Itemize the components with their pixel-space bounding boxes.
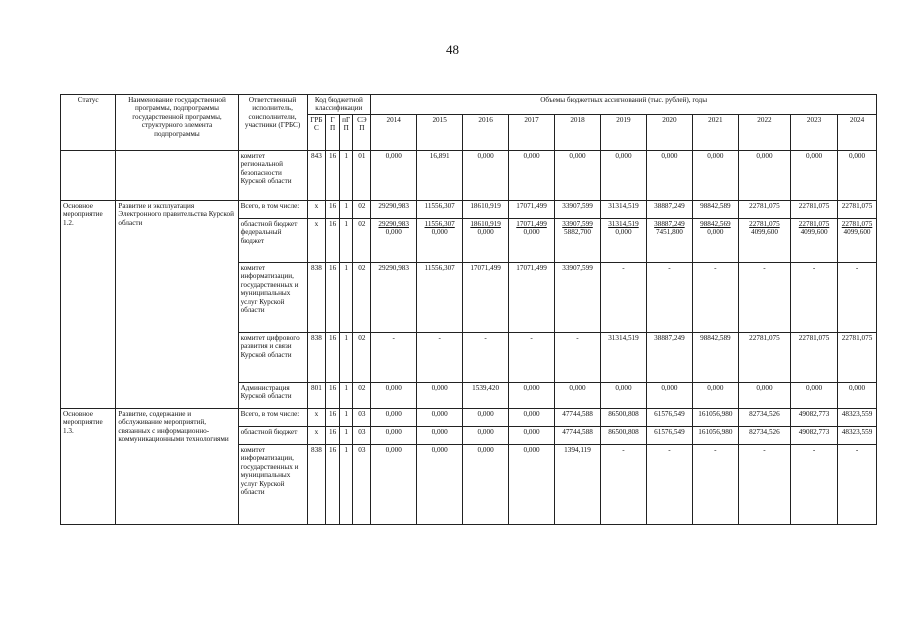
cell-value — [838, 382, 877, 408]
value-primary: 0,000 — [615, 151, 632, 160]
value-primary: 82734,526 — [749, 409, 780, 418]
value-primary: 49082,773 — [798, 409, 830, 418]
cell-executor: Всего, в том числе: — [238, 408, 307, 426]
cell-value — [371, 218, 417, 262]
cell-name: Развитие и эксплуатация Электронного правительства Курской области — [116, 200, 238, 408]
cell-value — [463, 200, 509, 218]
cell-value — [838, 408, 877, 426]
cell-value — [463, 332, 509, 382]
value-primary: 0,000 — [569, 151, 586, 160]
cell-code: 16 — [326, 332, 340, 382]
value-primary: 38887,249 — [654, 333, 685, 342]
value-primary: 0,000 — [756, 383, 773, 392]
header-code-gp: ГП — [326, 114, 340, 150]
cell-code: 01 — [353, 150, 371, 200]
cell-value — [463, 408, 509, 426]
cell-value — [738, 444, 790, 524]
value-primary: 11556,307 — [424, 263, 455, 272]
cell-executor: комитет информатизации, государственных и муниципальных услуг Курской области — [238, 444, 307, 524]
cell-value — [555, 444, 601, 524]
cell-value — [371, 200, 417, 218]
cell-value — [371, 408, 417, 426]
cell-value — [600, 262, 646, 332]
value-primary: 38887,249 — [654, 201, 685, 210]
value-primary: 86500,808 — [608, 409, 639, 418]
value-primary: 49082,773 — [798, 427, 830, 436]
cell-value — [417, 408, 463, 426]
cell-value — [463, 426, 509, 444]
cell-code: 1 — [339, 382, 353, 408]
value-primary: 98842,569 — [700, 219, 731, 228]
value-primary: 1539,420 — [472, 383, 500, 392]
cell-value — [600, 426, 646, 444]
cell-value — [463, 218, 509, 262]
value-secondary: 0,000 — [707, 228, 724, 237]
value-secondary: 0,000 — [523, 228, 540, 237]
value-primary: 0,000 — [477, 427, 494, 436]
value-primary: 86500,808 — [608, 427, 639, 436]
value-primary: 33907,599 — [562, 201, 593, 210]
cell-value — [692, 408, 738, 426]
value-primary: - — [812, 445, 816, 454]
header-row-1 — [61, 95, 877, 115]
cell-value — [738, 200, 790, 218]
value-primary: - — [714, 263, 717, 272]
value-secondary: 0,000 — [615, 228, 632, 237]
value-primary: - — [855, 445, 859, 454]
value-secondary: 5882,700 — [564, 228, 591, 237]
value-primary: - — [763, 263, 766, 272]
value-secondary: 4099,600 — [800, 228, 828, 237]
cell-value — [838, 200, 877, 218]
cell-code: 16 — [326, 426, 340, 444]
value-primary: 38887,249 — [654, 219, 685, 228]
cell-executor: комитет региональной безопасности Курской области — [238, 150, 307, 200]
header-code-pgp: пГП — [339, 114, 353, 150]
cell-executor: Администрация Курской области — [238, 382, 307, 408]
cell-value — [692, 426, 738, 444]
cell-code: 16 — [326, 218, 340, 262]
cell-code: 02 — [353, 382, 371, 408]
cell-value — [371, 332, 417, 382]
cell-code: 1 — [339, 332, 353, 382]
cell-value — [509, 444, 555, 524]
value-primary: 98842,589 — [700, 333, 731, 342]
cell-code: 03 — [353, 444, 371, 524]
cell-value — [509, 332, 555, 382]
cell-code: 16 — [326, 444, 340, 524]
cell-value — [417, 426, 463, 444]
cell-code: 1 — [339, 444, 353, 524]
cell-value — [509, 262, 555, 332]
cell-value — [738, 408, 790, 426]
value-primary: 0,000 — [848, 151, 866, 160]
cell-code: 03 — [353, 426, 371, 444]
value-primary: 0,000 — [477, 445, 494, 454]
value-secondary: 4099,600 — [843, 228, 871, 237]
cell-code: 16 — [326, 262, 340, 332]
value-primary: - — [392, 333, 395, 342]
cell-code: 16 — [326, 408, 340, 426]
cell-value — [791, 218, 838, 262]
cell-value — [509, 218, 555, 262]
value-primary: - — [668, 263, 671, 272]
cell-value — [646, 408, 692, 426]
header-status: Статус — [61, 95, 116, 151]
cell-value — [417, 382, 463, 408]
value-primary: 22781,075 — [798, 201, 830, 210]
cell-code: 02 — [353, 200, 371, 218]
cell-name: Развитие, содержание и обслуживание мероприятий, связанных с информационно-коммуникационными технологиями — [116, 408, 238, 524]
value-primary: - — [714, 445, 717, 454]
cell-value — [791, 382, 838, 408]
cell-value — [692, 200, 738, 218]
cell-value — [646, 150, 692, 200]
value-primary: 18610,919 — [470, 201, 501, 210]
cell-value — [738, 426, 790, 444]
value-primary: 22781,075 — [749, 333, 780, 342]
value-primary: 0,000 — [385, 151, 402, 160]
cell-code: 838 — [307, 444, 326, 524]
cell-value — [791, 332, 838, 382]
cell-value — [371, 150, 417, 200]
value-primary: 17071,499 — [516, 201, 547, 210]
cell-value — [463, 382, 509, 408]
value-primary: 31314,519 — [608, 219, 639, 228]
cell-value — [509, 426, 555, 444]
value-primary: 33907,599 — [562, 219, 593, 228]
value-primary: 17071,499 — [516, 219, 547, 228]
value-primary: 0,000 — [385, 427, 402, 436]
cell-code: х — [307, 218, 326, 262]
value-primary: 11556,307 — [424, 219, 455, 228]
value-primary: 22781,075 — [841, 219, 873, 228]
value-primary: 0,000 — [707, 151, 724, 160]
value-primary: 48323,559 — [841, 427, 873, 436]
header-year: 2024 — [838, 114, 877, 150]
cell-value — [600, 408, 646, 426]
cell-value — [600, 200, 646, 218]
cell-value — [509, 382, 555, 408]
cell-value — [371, 444, 417, 524]
value-primary: 22781,075 — [749, 219, 780, 228]
cell-code: 03 — [353, 408, 371, 426]
cell-executor: комитет цифрового развития и связи Курской области — [238, 332, 307, 382]
table-body — [61, 150, 877, 524]
header-code-group: Код бюджетной классификации — [307, 95, 371, 115]
cell-value — [838, 426, 877, 444]
header-code-grbs: ГРБС — [307, 114, 326, 150]
value-primary: 47744,588 — [562, 409, 593, 418]
value-primary: - — [530, 333, 533, 342]
cell-value — [692, 150, 738, 200]
cell-value — [371, 426, 417, 444]
cell-value — [791, 200, 838, 218]
page-number: 48 — [446, 42, 459, 57]
cell-code: 1 — [339, 150, 353, 200]
cell-executor: областной бюджет федеральный бюджет — [238, 218, 307, 262]
cell-value — [692, 444, 738, 524]
cell-code: 1 — [339, 262, 353, 332]
value-primary: 0,000 — [615, 383, 632, 392]
value-primary: 0,000 — [431, 445, 448, 454]
header-code-sep: СЭП — [353, 114, 371, 150]
cell-value — [738, 382, 790, 408]
cell-value — [509, 408, 555, 426]
cell-value — [555, 150, 601, 200]
value-primary: 22781,075 — [798, 219, 830, 228]
cell-status: Основное мероприятие 1.2. — [61, 200, 116, 408]
table-row — [61, 200, 877, 218]
header-year: 2018 — [555, 114, 601, 150]
cell-value — [555, 408, 601, 426]
value-primary: 1394,119 — [564, 445, 591, 454]
value-primary: 17071,499 — [470, 263, 501, 272]
cell-value — [738, 150, 790, 200]
cell-code: 838 — [307, 262, 326, 332]
value-primary: 29290,983 — [378, 219, 409, 228]
cell-code: х — [307, 426, 326, 444]
value-primary: 0,000 — [805, 383, 823, 392]
cell-name — [116, 150, 238, 200]
cell-value — [463, 444, 509, 524]
cell-value — [646, 262, 692, 332]
value-primary: 0,000 — [431, 427, 448, 436]
cell-value — [692, 332, 738, 382]
value-primary: 16,891 — [429, 151, 450, 160]
cell-value — [738, 218, 790, 262]
value-primary: 0,000 — [431, 409, 448, 418]
cell-value — [463, 262, 509, 332]
header-year: 2017 — [509, 114, 555, 150]
cell-value — [417, 444, 463, 524]
value-primary: 17071,499 — [516, 263, 547, 272]
value-primary: 0,000 — [707, 383, 724, 392]
cell-value — [838, 150, 877, 200]
cell-code: 02 — [353, 262, 371, 332]
cell-code: 02 — [353, 218, 371, 262]
value-primary: - — [763, 445, 766, 454]
cell-code: 16 — [326, 200, 340, 218]
value-primary: 22781,075 — [749, 201, 780, 210]
cell-code: 801 — [307, 382, 326, 408]
cell-value — [791, 408, 838, 426]
cell-value — [371, 382, 417, 408]
value-primary: 0,000 — [385, 409, 402, 418]
value-primary: - — [438, 333, 441, 342]
value-primary: 0,000 — [523, 445, 540, 454]
value-primary: 0,000 — [661, 151, 678, 160]
table-row — [61, 408, 877, 426]
header-year: 2020 — [646, 114, 692, 150]
cell-value — [371, 262, 417, 332]
header-year: 2019 — [600, 114, 646, 150]
header-volumes: Объемы бюджетных ассигнований (тыс. рублей), годы — [371, 95, 877, 115]
cell-value — [417, 218, 463, 262]
header-year: 2022 — [738, 114, 790, 150]
value-primary: - — [576, 333, 579, 342]
header-executor: Ответственный исполнитель, соисполнители, участники (ГРБС) — [238, 95, 307, 151]
header-year: 2015 — [417, 114, 463, 150]
value-primary: 82734,526 — [749, 427, 780, 436]
value-primary: 0,000 — [805, 151, 823, 160]
cell-value — [555, 426, 601, 444]
value-primary: 22781,075 — [798, 333, 830, 342]
value-primary: 11556,307 — [424, 201, 455, 210]
cell-value — [791, 426, 838, 444]
value-primary: - — [484, 333, 487, 342]
value-secondary: 0,000 — [385, 228, 402, 237]
cell-value — [600, 382, 646, 408]
cell-value — [646, 218, 692, 262]
cell-executor: комитет информатизации, государственных и муниципальных услуг Курской области — [238, 262, 307, 332]
value-primary: 0,000 — [756, 151, 773, 160]
value-primary: 47744,588 — [562, 427, 593, 436]
cell-executor: Всего, в том числе: — [238, 200, 307, 218]
cell-value — [463, 150, 509, 200]
value-primary: 31314,519 — [608, 333, 639, 342]
cell-value — [791, 444, 838, 524]
cell-value — [555, 218, 601, 262]
value-primary: 0,000 — [477, 409, 494, 418]
budget-table — [60, 94, 877, 525]
cell-value — [646, 444, 692, 524]
cell-value — [692, 262, 738, 332]
value-primary: 29290,983 — [378, 201, 409, 210]
cell-value — [791, 262, 838, 332]
cell-value — [738, 262, 790, 332]
cell-executor: областной бюджет — [238, 426, 307, 444]
cell-value — [646, 200, 692, 218]
value-primary: 61576,549 — [654, 427, 685, 436]
cell-value — [417, 262, 463, 332]
header-year: 2023 — [791, 114, 838, 150]
value-primary: 61576,549 — [654, 409, 685, 418]
cell-value — [838, 262, 877, 332]
value-primary: 22781,075 — [841, 333, 873, 342]
value-primary: 18610,919 — [470, 219, 501, 228]
cell-value — [692, 218, 738, 262]
value-primary: 0,000 — [848, 383, 866, 392]
value-primary: 31314,519 — [608, 201, 639, 210]
cell-value — [600, 150, 646, 200]
cell-code: 16 — [326, 150, 340, 200]
value-primary: 0,000 — [523, 427, 540, 436]
value-primary: 0,000 — [569, 383, 586, 392]
cell-code: 843 — [307, 150, 326, 200]
header-name: Наименование государственной программы, подпрограммы государственной программы, структурного элемента подпрограммы — [116, 95, 238, 151]
header-year: 2016 — [463, 114, 509, 150]
value-primary: 48323,559 — [841, 409, 873, 418]
value-primary: 161056,980 — [698, 409, 733, 418]
value-primary: - — [812, 263, 816, 272]
cell-value — [600, 444, 646, 524]
cell-code: 1 — [339, 408, 353, 426]
value-secondary: 0,000 — [477, 228, 494, 237]
value-primary: 0,000 — [385, 383, 402, 392]
cell-code: 1 — [339, 200, 353, 218]
cell-value — [509, 200, 555, 218]
cell-value — [417, 200, 463, 218]
cell-value — [738, 332, 790, 382]
cell-value — [646, 426, 692, 444]
cell-value — [646, 332, 692, 382]
cell-value — [838, 444, 877, 524]
cell-value — [600, 332, 646, 382]
cell-value — [692, 382, 738, 408]
value-primary: 161056,980 — [698, 427, 733, 436]
value-primary: 0,000 — [431, 383, 448, 392]
value-primary: - — [622, 445, 625, 454]
cell-value — [555, 262, 601, 332]
header-year: 2021 — [692, 114, 738, 150]
value-primary: 98842,589 — [700, 201, 731, 210]
value-primary: 0,000 — [523, 151, 540, 160]
value-primary: 0,000 — [385, 445, 402, 454]
value-primary: 0,000 — [523, 409, 540, 418]
value-secondary: 7451,800 — [655, 228, 683, 237]
value-primary: 22781,075 — [841, 201, 873, 210]
value-secondary: 0,000 — [431, 228, 448, 237]
table-row — [61, 150, 877, 200]
header-year: 2014 — [371, 114, 417, 150]
cell-value — [646, 382, 692, 408]
cell-code: 1 — [339, 426, 353, 444]
cell-value — [555, 200, 601, 218]
cell-code: 838 — [307, 332, 326, 382]
cell-value — [555, 332, 601, 382]
value-primary: 0,000 — [477, 151, 494, 160]
cell-code: 1 — [339, 218, 353, 262]
cell-value — [838, 332, 877, 382]
value-primary: 0,000 — [523, 383, 540, 392]
cell-value — [838, 218, 877, 262]
cell-status: Основное мероприятие 1.3. — [61, 408, 116, 524]
cell-value — [417, 332, 463, 382]
cell-status — [61, 150, 116, 200]
cell-value — [509, 150, 555, 200]
value-primary: 0,000 — [661, 383, 678, 392]
value-primary: 29290,983 — [378, 263, 409, 272]
cell-value — [555, 382, 601, 408]
cell-value — [791, 150, 838, 200]
value-secondary: 4099,600 — [750, 228, 778, 237]
cell-value — [417, 150, 463, 200]
cell-value — [600, 218, 646, 262]
cell-code: 16 — [326, 382, 340, 408]
value-primary: 33907,599 — [562, 263, 593, 272]
value-primary: - — [622, 263, 625, 272]
cell-code: 02 — [353, 332, 371, 382]
value-primary: - — [855, 263, 859, 272]
value-primary: - — [668, 445, 671, 454]
cell-code: х — [307, 200, 326, 218]
cell-code: х — [307, 408, 326, 426]
